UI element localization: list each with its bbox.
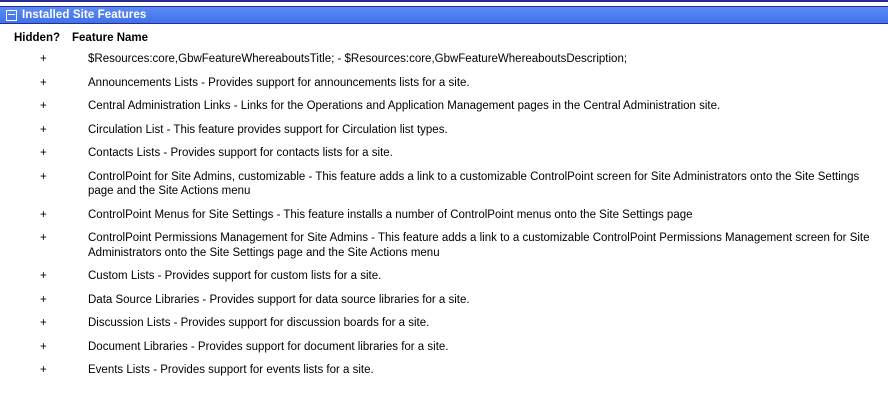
feature-name-cell: Circulation List - This feature provides support for Circulation list types. — [88, 123, 448, 136]
expand-cell — [0, 146, 88, 160]
expand-plus-icon[interactable]: + — [40, 123, 47, 136]
column-header-row — [0, 24, 888, 47]
feature-name-cell: Custom Lists - Provides support for custom lists for a site. — [88, 270, 382, 282]
feature-name-cell: Events Lists - Provides support for events lists for a site. — [88, 364, 374, 376]
feature-name-cell: ControlPoint for Site Admins, customizable - This feature adds a link to a customizable ControlPoint screen for Site Administrators onto the Site Settings page and the Site Actions menu — [88, 170, 860, 197]
expand-cell — [0, 123, 88, 137]
expand-cell — [0, 293, 88, 307]
expand-plus-icon[interactable]: + — [40, 53, 47, 65]
expand-plus-icon[interactable]: + — [40, 100, 47, 112]
expand-cell — [0, 208, 88, 222]
expand-plus-icon[interactable]: + — [40, 293, 47, 306]
feature-name-cell: Central Administration Links - Links for the Operations and Application Management pages in the Central Administration site. — [88, 100, 721, 112]
table-row — [0, 311, 888, 335]
panel-header — [0, 6, 888, 24]
expand-cell — [0, 363, 88, 377]
expand-cell — [0, 52, 88, 66]
feature-name-cell: Document Libraries - Provides support for document libraries for a site. — [88, 340, 449, 353]
feature-name-cell: $Resources:core,GbwFeatureWhereaboutsTitle; - $Resources:core,GbwFeatureWhereaboutsDescription; — [88, 53, 628, 65]
column-header-hidden: Hidden? — [14, 32, 60, 44]
table-row — [0, 118, 888, 142]
feature-name-cell: ControlPoint Menus for Site Settings - This feature installs a number of ControlPoint menus onto the Site Settings page — [88, 208, 693, 221]
feature-name-cell: Announcements Lists - Provides support for announcements lists for a site. — [88, 76, 470, 89]
expand-plus-icon[interactable]: + — [40, 208, 47, 221]
expand-plus-icon[interactable]: + — [40, 270, 47, 282]
expand-plus-icon[interactable]: + — [40, 147, 47, 159]
table-row — [0, 335, 888, 359]
expand-cell — [0, 269, 88, 283]
expand-plus-icon[interactable]: + — [40, 364, 47, 376]
column-header-feature-name: Feature Name — [72, 32, 149, 44]
expand-cell — [0, 340, 88, 354]
table-row — [0, 203, 888, 227]
feature-name-cell: Discussion Lists - Provides support for discussion boards for a site. — [88, 317, 430, 329]
expand-cell — [0, 99, 88, 113]
expand-cell — [0, 76, 88, 90]
expand-cell — [0, 170, 88, 184]
expand-plus-icon[interactable]: + — [40, 170, 47, 183]
feature-name-cell: ControlPoint Permissions Management for Site Admins - This feature adds a link to a customizable ControlPoint Permissions Management screen for Site Administrators onto the Site Settings page and the Site Actions menu — [88, 232, 870, 259]
expand-plus-icon[interactable]: + — [40, 232, 47, 244]
expand-plus-icon[interactable]: + — [40, 340, 47, 353]
page-title: Installed Site Features — [22, 9, 147, 21]
table-row — [0, 47, 888, 71]
table-row — [0, 288, 888, 312]
table-row — [0, 141, 888, 165]
feature-name-cell: Contacts Lists - Provides support for contacts lists for a site. — [88, 147, 393, 159]
table-row — [0, 71, 888, 95]
feature-name-cell: Data Source Libraries - Provides support for data source libraries for a site. — [88, 293, 470, 306]
table-row — [0, 358, 888, 382]
table-row — [0, 226, 888, 264]
collapse-minus-icon[interactable] — [6, 10, 17, 21]
table-row — [0, 264, 888, 288]
table-row — [0, 165, 888, 203]
expand-plus-icon[interactable]: + — [40, 317, 47, 329]
expand-cell — [0, 231, 88, 245]
expand-cell — [0, 316, 88, 330]
expand-plus-icon[interactable]: + — [40, 76, 47, 89]
feature-list — [0, 47, 888, 382]
table-row — [0, 94, 888, 118]
